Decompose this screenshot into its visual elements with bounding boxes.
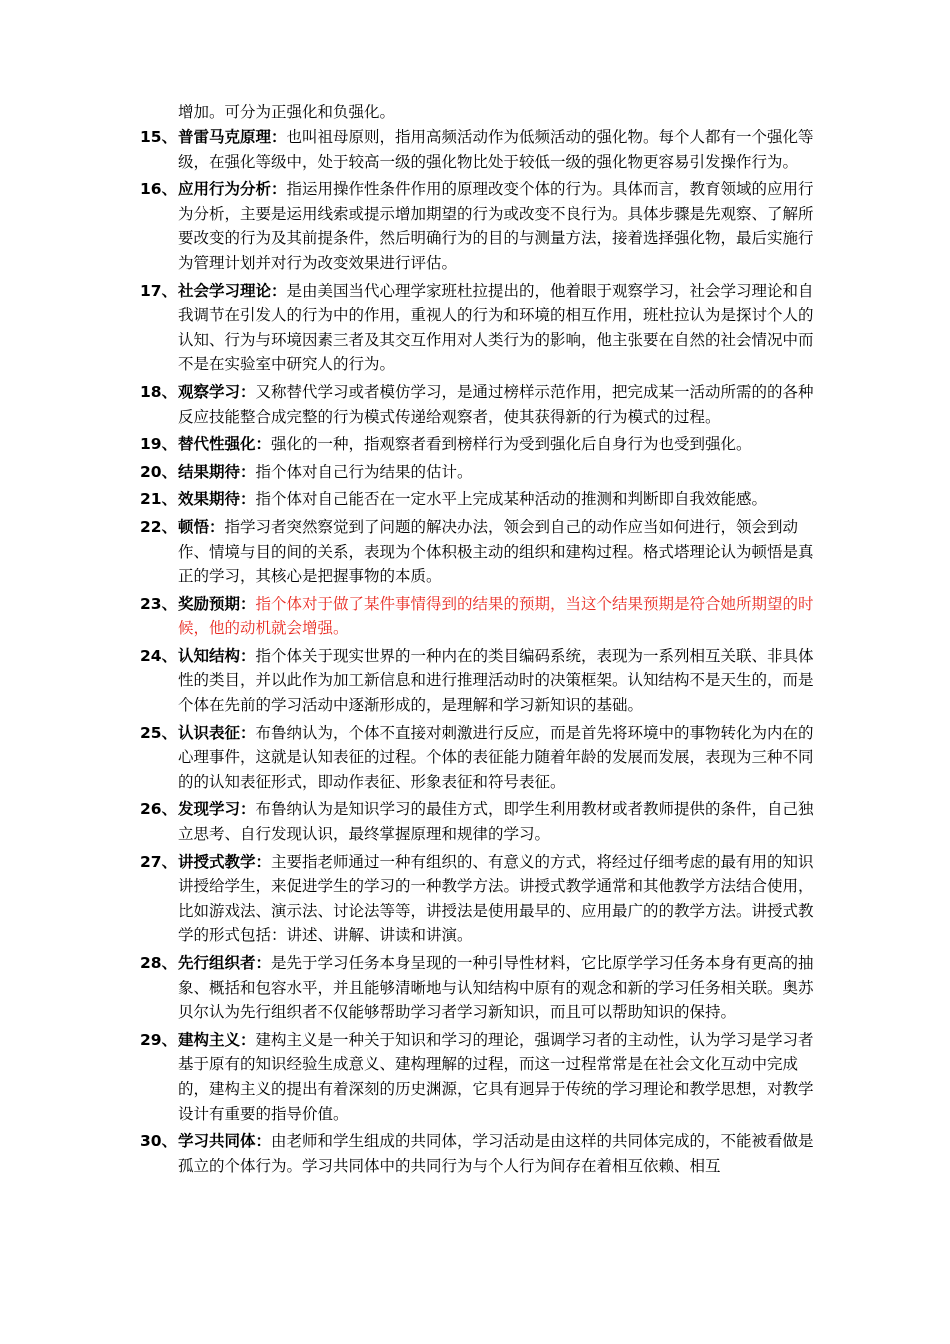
entry-definition: 由老师和学生组成的共同体，学习活动是由这样的共同体完成的，不能被看做是孤立的个体行为。学习共同体中的共同行为与个人行为间存在着相互依赖、相互 [178,1132,814,1175]
entry-number: 20、 [140,462,178,481]
entry-definition: 指个体对于做了某件事情得到的结果的预期，当这个结果预期是符合她所期望的时候，他的动机就会增强。 [178,594,814,638]
glossary-entry [140,515,820,589]
entry-term: 发现学习 [178,800,241,819]
entry-number: 22、 [140,517,178,536]
entry-term: 奖励预期 [178,594,241,613]
entry-number: 27、 [140,852,178,871]
entry-definition: 布鲁纳认为是知识学习的最佳方式，即学生利用教材或者教师提供的条件，自己独立思考、自行发现认识，最终掌握原理和规律的学习。 [178,800,814,844]
entry-separator: ： [240,594,256,613]
glossary-entry [140,487,820,512]
entry-term: 应用行为分析 [178,180,272,199]
entry-number: 21、 [140,490,178,509]
entry-definition: 指运用操作性条件作用的原理改变个体的行为。具体而言，教育领域的应用行为分析，主要是运用线索或提示增加期望的行为或改变不良行为。具体步骤是先观察、了解所要改变的行为及其前提条件，然后明确行为的目的与测量方法，接着选择强化物，最后实施行为管理计划并对行为改变效果进行评估。 [178,180,814,272]
entry-definition: 建构主义是一种关于知识和学习的理论，强调学习者的主动性，认为学习是学习者基于原有的知识经验生成意义、建构理解的过程，而这一过程常常是在社会文化互动中完成的，建构主义的提出有着深刻的历史渊源，它具有迥异于传统的学习理论和教学思想，对教学设计有重要的指导价值。 [178,1030,814,1123]
entry-number: 25、 [140,723,178,742]
entry-separator: ： [240,1030,256,1049]
glossary-entry [140,644,820,718]
entry-separator: ： [271,180,287,199]
glossary-entry [140,951,820,1025]
glossary-entry [140,380,820,429]
glossary-entry [140,592,820,641]
glossary-list [140,125,820,1181]
entry-term: 认知结构 [178,646,241,665]
entry-number: 16、 [140,180,178,199]
glossary-entry [140,432,820,457]
entry-number: 15、 [140,128,178,146]
entry-separator: ： [255,435,272,454]
entry-number: 18、 [140,382,178,401]
entry-number: 24、 [140,646,178,665]
entry-number: 29、 [140,1030,178,1049]
glossary-entry [140,279,820,377]
entry-number: 26、 [140,800,178,819]
entry-separator: ： [240,490,256,509]
glossary-entry [140,721,820,795]
entry-number: 28、 [140,954,178,972]
entry-separator: ： [209,517,225,536]
entry-term: 观察学习 [178,382,241,401]
entry-definition: 指个体关于现实世界的一种内在的类目编码系统，表现为一系列相互关联、非具体性的类目，并以此作为加工新信息和进行推理活动时的决策框架。认知结构不是天生的，而是个体在先前的学习活动中逐渐形成的，是理解和学习新知识的基础。 [178,646,814,715]
entry-number: 19、 [140,435,178,454]
entry-number: 30、 [140,1132,178,1151]
glossary-entry [140,797,820,846]
entry-separator: ： [255,852,272,871]
entry-separator: ： [240,382,256,401]
entry-term: 先行组织者 [178,954,256,972]
entry-definition: 指学习者突然察觉到了问题的解决办法，领会到自己的动作应当如何进行，领会到动作、情境与目的间的关系，表现为个体积极主动的组织和建构过程。格式塔理论认为顿悟是真正的学习，其核心是把握事物的本质。 [178,517,814,586]
glossary-entry [140,850,820,948]
entry-definition: 指个体对自己能否在一定水平上完成某种活动的推测和判断即自我效能感。 [255,490,768,509]
entry-term: 结果期待 [178,462,241,481]
entry-definition: 主要指老师通过一种有组织的、有意义的方式，将经过仔细考虑的最有用的知识讲授给学生，来促进学生的学习的一种教学方法。讲授式教学通常和其他教学方法结合使用，比如游戏法、演示法、讨论法等等，讲授法是使用最早的、应用最广的的教学方法。讲授式教学的形式包括：讲述、讲解、讲读和讲演。 [178,852,814,945]
entry-term: 普雷马克原理 [178,128,272,146]
entry-term: 学习共同体 [178,1132,256,1151]
entry-term: 顿悟 [178,517,210,536]
entry-term: 效果期待 [178,490,241,509]
entry-separator: ： [271,281,287,300]
entry-separator: ： [240,462,256,481]
entry-number: 23、 [140,594,178,613]
glossary-entry [140,177,820,275]
glossary-entry [140,460,820,485]
entry-definition: 指个体对自己行为结果的估计。 [255,462,473,481]
glossary-entry [140,125,820,174]
entry-term: 社会学习理论 [178,281,272,300]
continuation-text: 增加。可分为正强化和负强化。 [178,103,396,121]
entry-definition: 是由美国当代心理学家班杜拉提出的，他着眼于观察学习，社会学习理论和自我调节在引发人的行为中的作用，重视人的行为和环境的相互作用，班杜拉认为是探讨个人的认知、行为与环境因素三者及其交互作用对人类行为的影响，他主张要在自然的社会情况中而不是在实验室中研究人的行为。 [178,281,814,374]
entry-separator: ： [240,800,256,819]
entry-separator: ： [240,723,256,742]
entry-term: 讲授式教学 [178,852,256,871]
glossary-entry [140,1129,820,1178]
entry-separator: ： [255,1132,272,1151]
glossary-entry [140,1028,820,1126]
entry-definition: 又称替代学习或者模仿学习，是通过榜样示范作用，把完成某一活动所需的的各种反应技能整合成完整的行为模式传递给观察者，使其获得新的行为模式的过程。 [178,382,814,426]
entry-separator: ： [255,954,272,972]
entry-definition: 也叫祖母原则，指用高频活动作为低频活动的强化物。每个人都有一个强化等级，在强化等级中，处于较高一级的强化物比处于较低一级的强化物更容易引发操作行为。 [178,128,814,171]
entry-term: 替代性强化 [178,435,256,454]
entry-definition: 强化的一种，指观察者看到榜样行为受到强化后自身行为也受到强化。 [271,435,752,454]
entry-separator: ： [240,646,256,665]
entry-definition: 布鲁纳认为，个体不直接对刺激进行反应，而是首先将环境中的事物转化为内在的心理事件，这就是认知表征的过程。个体的表征能力随着年龄的发展而发展，表现为三种不同的的认知表征形式，即动作表征、形象表征和符号表征。 [178,723,814,791]
entry-number: 17、 [140,281,178,300]
entry-definition: 是先于学习任务本身呈现的一种引导性材料，它比原学学习任务本身有更高的抽象、概括和包容水平，并且能够清晰地与认知结构中原有的观念和新的学习任务相关联。奥苏贝尔认为先行组织者不仅能够帮助学习者学习新知识，而且可以帮助知识的保持。 [178,954,814,1022]
entry-separator: ： [271,128,287,146]
entry-term: 认识表征 [178,723,241,742]
entry-term: 建构主义 [178,1030,241,1049]
